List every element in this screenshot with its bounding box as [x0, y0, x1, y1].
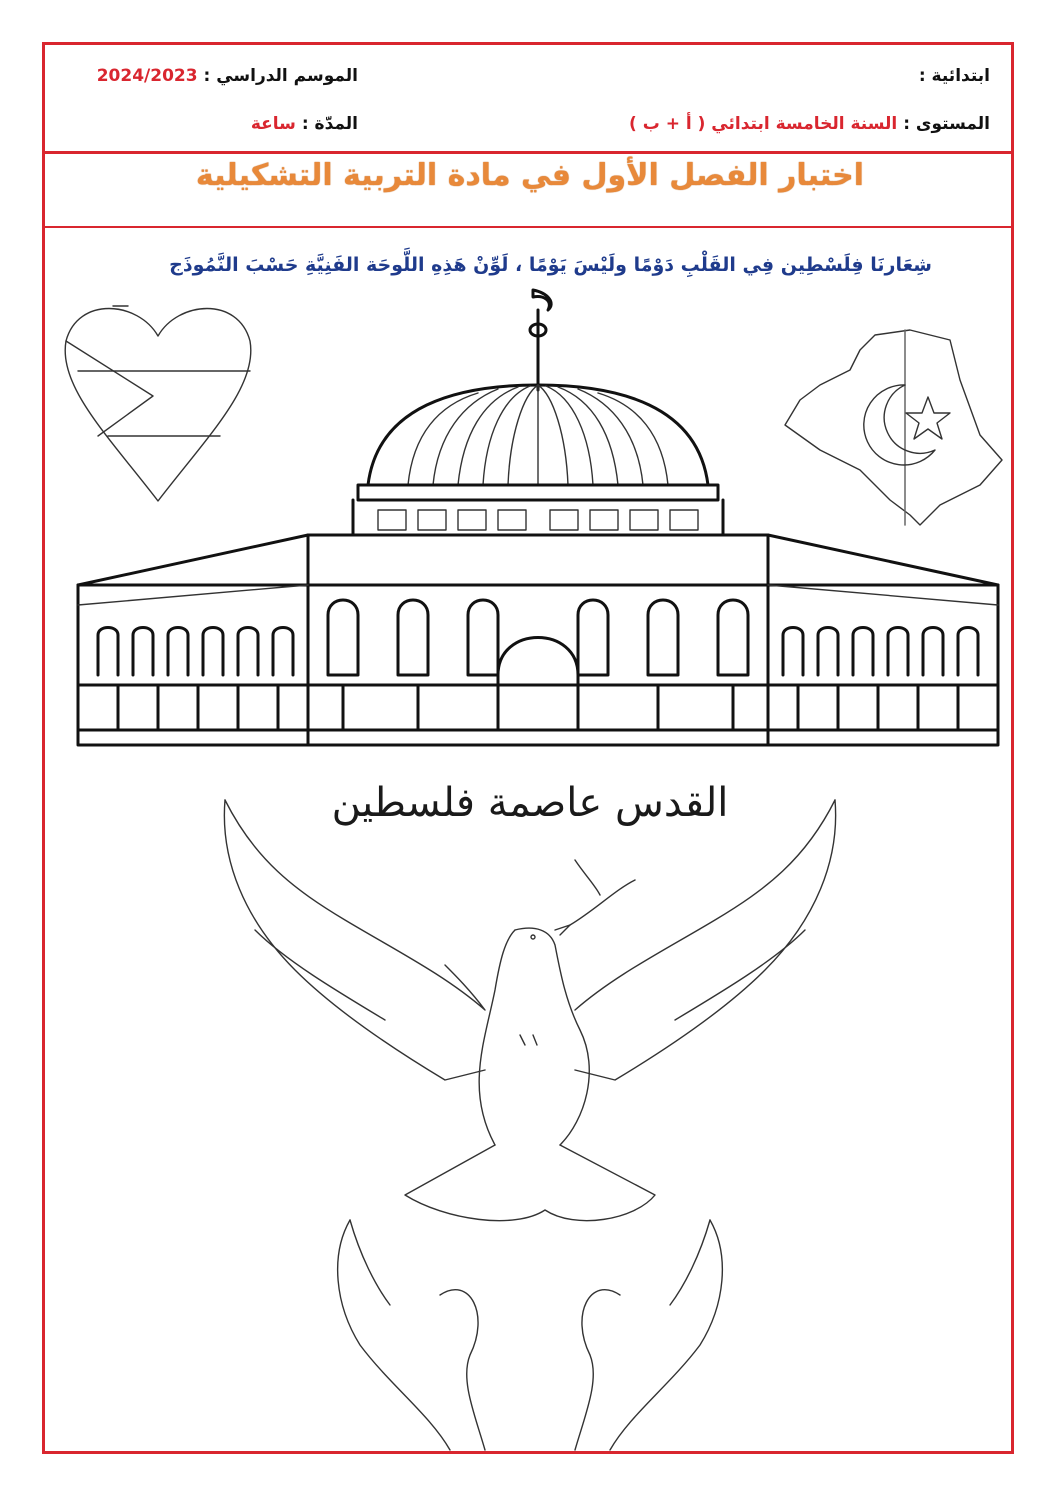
instruction-text: شِعَارنَا فِلَسْطِين فِي القَلْبِ دَوْمًا ولَيْسَ يَوْمًا ، لَوِّنْ هَذِهِ اللَّوحَة الفَنِيَّةِ حَسْبَ النَّمُوذَج: [169, 254, 932, 276]
hands-drawing: [320, 1215, 740, 1450]
dome-of-the-rock-drawing: [78, 285, 1000, 755]
school-label: ابتدائية :: [918, 66, 990, 86]
season-label: الموسم الدراسي :: [203, 66, 358, 86]
peace-dove-drawing: [215, 800, 845, 1230]
header-divider: [45, 151, 1011, 154]
title-divider: [45, 226, 1011, 228]
season-row: [97, 66, 358, 86]
page-title: اختبار الفصل الأول في مادة التربية التشكيلية: [195, 158, 865, 193]
caption-text: القدس عاصمة فلسطين: [331, 780, 729, 826]
season-value: 2024/2023: [96, 66, 198, 86]
level-row: [629, 114, 990, 134]
dome-crescent-finial: [530, 290, 551, 390]
duration-label: المدّة :: [301, 114, 358, 134]
level-label: المستوى :: [903, 114, 990, 134]
duration-value: ساعة: [250, 114, 296, 134]
level-value: السنة الخامسة ابتدائي ( أ + ب ): [629, 114, 898, 134]
duration-row: [251, 114, 358, 134]
